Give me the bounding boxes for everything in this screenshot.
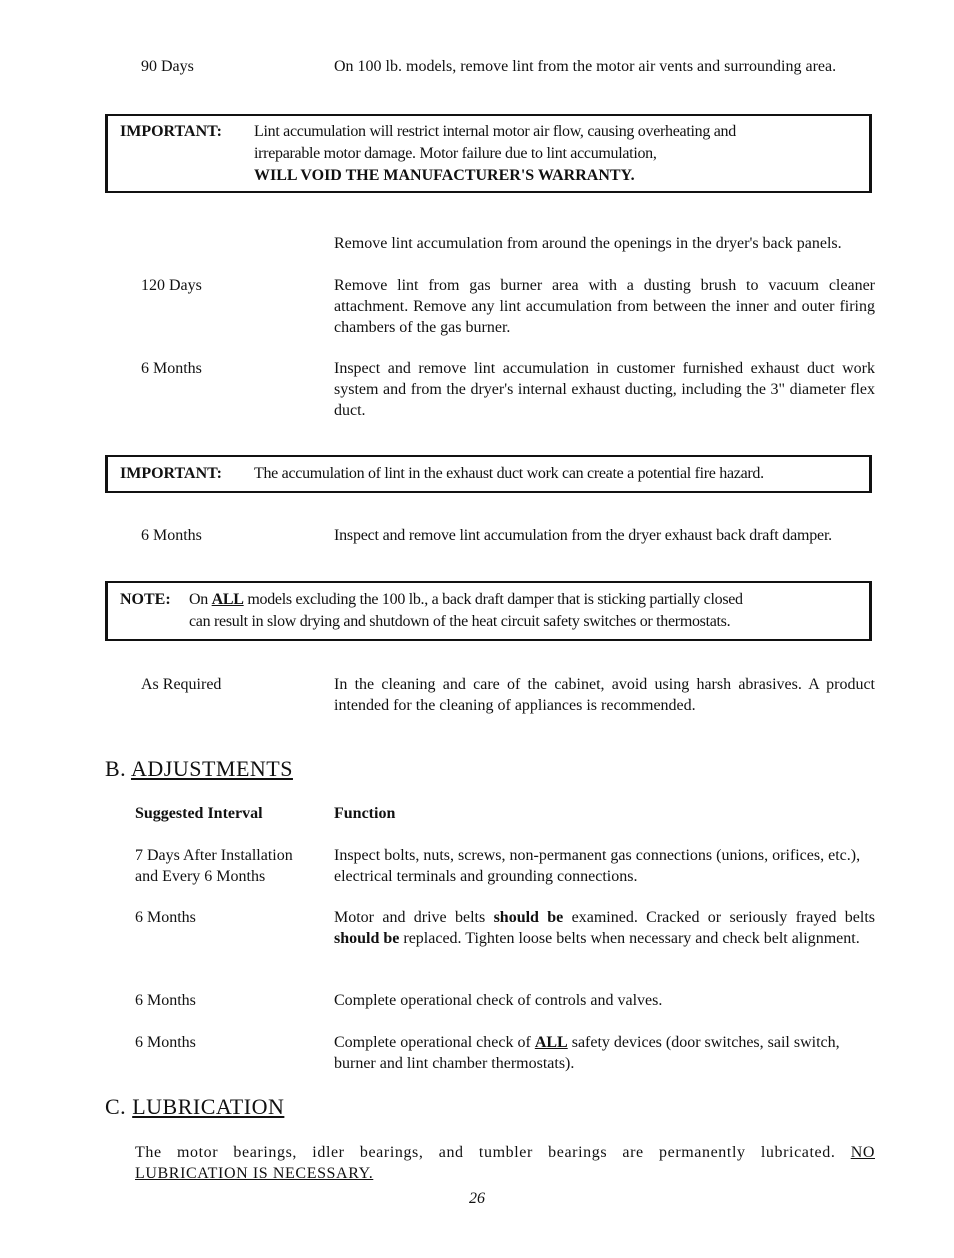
fire-hazard-text: The accumulation of lint in the exhaust duct work can create a potential fire hazard. [254,465,764,482]
adj-function-3: Complete operational check of controls and valves. [334,992,663,1009]
adj2-text-3: replaced. Tighten loose belts when necessary and check belt alignment. [399,930,860,947]
note-all-emphasis: ALL [211,591,244,608]
adj-function-1: Inspect bolts, nuts, screws, non-permanent gas connections (unions, orifices, etc.), electrical terminals and grounding connections. [334,847,861,885]
important-label: IMPORTANT: [120,465,222,482]
interval-120-days: 120 Days [141,277,202,294]
adj2-bold-2: should be [334,930,400,947]
adj-interval-3: 6 Months [135,992,196,1009]
page-number: 26 [469,1190,485,1207]
task-6-months-exhaust: Inspect and remove lint accumulation in customer furnished exhaust duct work system and from the dryer's internal exhaust ducting, including the 3" diameter flex duct. [334,360,875,419]
section-adjustments-title [105,756,293,782]
task-damper: Inspect and remove lint accumulation from the dryer exhaust back draft damper. [334,527,832,544]
adj2-bold-1: should be [493,909,564,926]
section-letter: B. [105,756,127,781]
important-label: IMPORTANT: [120,123,222,140]
note-line-2: can result in slow drying and shutdown of the heat circuit safety switches or thermostats. [189,613,731,630]
important-line-2: irreparable motor damage. Motor failure due to lint accumulation, [254,145,657,162]
adj4-all-emphasis: ALL [534,1034,568,1051]
no-lubrication-emphasis: NO LUBRICATION IS NECESSARY. [135,1144,875,1182]
adj2-text-2: examined. Cracked or seriously frayed belts [563,909,875,926]
lubrication-body: The motor bearings, idler bearings, and tumbler bearings are permanently lubricated. [135,1144,851,1161]
interval-6-months-damper: 6 Months [141,527,202,544]
warranty-warning: WILL VOID THE MANUFACTURER'S WARRANTY. [254,167,635,184]
important-warranty-box [105,114,872,193]
adj-function-2 [334,907,875,949]
adj4-text-1: Complete operational check of [334,1034,535,1051]
adj-interval-1-line2: and Every 6 Months [135,868,266,885]
adj-interval-1 [135,845,293,887]
interval-90-days: 90 Days [141,58,194,75]
adj-interval-1-line1: 7 Days After Installation [135,847,293,864]
adj2-text-1: Motor and drive belts [334,909,494,926]
note-box [105,581,872,641]
note-line-1 [189,589,743,610]
section-title-text: LUBRICATION [132,1094,285,1119]
note-label: NOTE: [120,591,171,608]
adj-interval-2: 6 Months [135,909,196,926]
interval-as-required: As Required [141,676,222,693]
section-letter: C. [105,1094,127,1119]
task-back-panels: Remove lint accumulation from around the openings in the dryer's back panels. [334,235,842,252]
task-cabinet: In the cleaning and care of the cabinet, avoid using harsh abrasives. A product intended for the cleaning of appliances is recommended. [334,676,875,714]
interval-6-months-exhaust: 6 Months [141,360,202,377]
task-90-days: On 100 lb. models, remove lint from the motor air vents and surrounding area. [334,58,837,75]
adj-function-4 [334,1032,875,1074]
adj4-text-2: safety devices (door switches, sail switch, burner and lint chamber thermostats). [334,1034,840,1072]
note-text-rest: models excluding the 100 lb., a back draft damper that is sticking partially closed [243,591,743,608]
adj-interval-4: 6 Months [135,1034,196,1051]
lubrication-text [135,1142,875,1184]
section-lubrication-title [105,1094,284,1120]
important-fire-hazard-box [105,455,872,493]
important-line-1: Lint accumulation will restrict internal motor air flow, causing overheating and [254,123,736,140]
section-title-text: ADJUSTMENTS [130,756,293,781]
column-header-interval: Suggested Interval [135,805,263,822]
column-header-function: Function [334,805,396,822]
note-text-pre: On [189,591,212,608]
task-120-days: Remove lint from gas burner area with a dusting brush to vacuum cleaner attachment. Remove any lint accumulation from between the inner and outer firing chambers of the gas burner. [334,277,875,336]
